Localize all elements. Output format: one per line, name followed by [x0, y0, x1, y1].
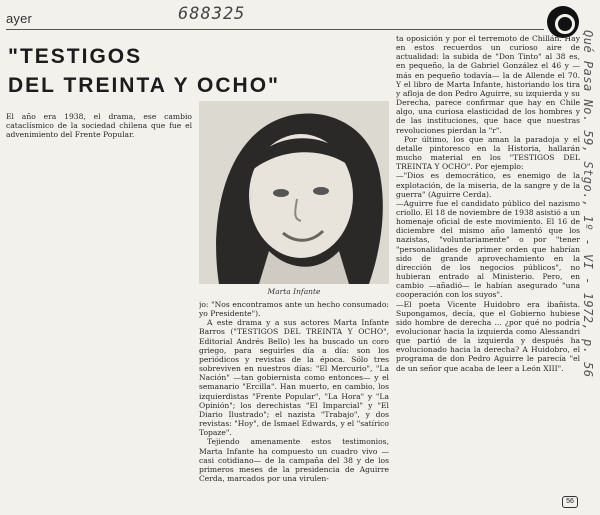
headline-line-2: DEL TREINTA Y OCHO"	[8, 74, 280, 97]
author-portrait-photo	[199, 101, 389, 284]
paragraph: Tejiendo amenamente estos testimonios, Marta Infante ha compuesto un cuadro vivo —casi cotidiano— de la campaña del 38 y de los primeros meses de la presidencia de Aguirre Cerda, marcados por una virulen-	[199, 437, 389, 483]
handwritten-margin-note	[581, 30, 599, 510]
section-label: ayer	[6, 11, 33, 26]
paragraph: —Aguirre fue el candidato público del nazismo criollo. El 18 de noviembre de 1938 asistió a un homenaje oficial de este movimiento. El 16 de diciembre del mismo año lamentó que los nazistas, "voluntariamente" o por "tener "personalidades de primer orden que habrían sido de grande aprovechamiento en la dirección de los negocios públicos", no hubieran entrado al Ministerio. Pero, en cambio —añadió— le habían asegurado "una cooperación con los suyos".	[396, 198, 580, 300]
portrait-image	[199, 101, 389, 284]
article-column-3	[396, 34, 580, 510]
handwritten-archive-number: 688325	[178, 4, 246, 24]
paragraph: A este drama y a sus actores Marta Infante Barros ("TESTIGOS DEL TREINTA Y OCHO", Editorial Andrés Bello) les ha buscado un coro griego, para seguirles día a día: son los periódicos y revistas de la época. Sólo tres sobreviven en nuestros días: "El Mercurio", "La Nación" —tan gobiernista como entonces— y el semanario "Ercilla". Han muerto, en cambio, los izquierdistas "Frente Popular", "La Hora" y "La Opinión"; los derechistas "El Imparcial" y "El Diario Ilustrado"; el nazista "Trabajo", y dos revistas: "Hoy", de Ismael Edwards, y el "satírico Topaze".	[199, 318, 389, 438]
page-number-mark: 56	[562, 496, 578, 508]
article-column-2	[199, 300, 389, 510]
article-column-1	[6, 112, 192, 510]
paragraph: —El poeta Vicente Huidobro era ibañista. Supongamos, decía, que el Gobierno hubiese sido hombre de derecha ... ¿por qué no podría evolucionar hacia la izquierda como Alessandri que partió de la izquierda y después ha evolucionado hacia la derecha? A Huidobro, el programa de don Pedro Aguirre le parecía "el de un señor que acaba de leer a León XIII".	[396, 299, 580, 373]
photo-caption: Marta Infante	[267, 287, 321, 296]
headline-line-1: "TESTIGOS	[8, 45, 143, 68]
paragraph: —"Dios es democrático, es enemigo de la explotación, de la miseria, de la sangre y de la guerra" (Aguirre Cerda).	[396, 171, 580, 199]
article-headline	[8, 42, 388, 100]
paragraph: jo: "Nos encontramos ante un hecho consumado: yo Presidente").	[199, 300, 389, 319]
paragraph: ta oposición y por el terremoto de Chillán. Hay en estos recuerdos un curioso aire de actualidad: la subida de "Don Tinto" al 38 es, en pequeño, la de Gabriel González el 46 y —más en pequeño todavía— la de Allende el 70. Y el libro de Marta Infante, historiando los tira y afloja de don Pedro Aguirre, su izquierda y su Derecha, parece confirmar que hay en Chile algo, una curiosa elasticidad de los hombres y de las instituciones, que hace que nuestras revoluciones pierdan la "r".	[396, 34, 580, 135]
paragraph: El año era 1938, el drama, ese cambio cataclísmico de la sociedad chilena que fue el advenimiento del Frente Popular.	[6, 112, 192, 140]
handwritten-citation: Qué Pasa No. 59, Stgo., 1º - VI - 1972, p. 56	[581, 30, 595, 378]
header-rule	[6, 29, 544, 30]
paragraph: Por último, los que aman la paradoja y el detalle pintoresco en la Historia, hallarán mucho material en los "TESTIGOS DEL TREINTA Y OCHO". Por ejemplo:	[396, 134, 580, 172]
